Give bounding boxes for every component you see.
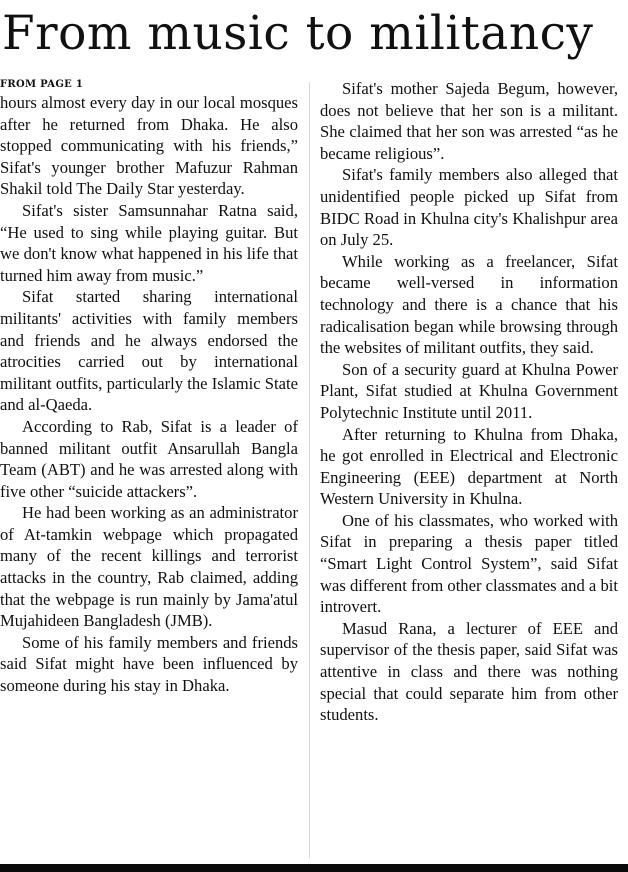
paragraph: Sifat started sharing international militants' activities with family members and friends and he always endorsed the atrocities carried out by international militant outfits, particularly the Islamic State and al-Qaeda. (0, 287, 298, 415)
column-divider (309, 82, 310, 858)
paragraph: Son of a security guard at Khulna Power Plant, Sifat studied at Khulna Government Polytechnic Institute until 2011. (320, 359, 618, 422)
paragraph: Masud Rana, a lecturer of EEE and supervisor of the thesis paper, said Sifat was attentive in class and there was nothing special that could separate him from other students. (320, 618, 618, 725)
paragraph: hours almost every day in our local mosques after he returned from Dhaka. He also stopped communicating with his friends,” Sifat's younger brother Mafuzur Rahman Shakil told The Daily Star yesterday. (0, 93, 298, 199)
paragraph: After returning to Khulna from Dhaka, he got enrolled in Electrical and Electronic Engineering (EEE) department at North Western University in Khulna. (320, 424, 618, 509)
paragraph: Sifat's sister Samsunnahar Ratna said, “He used to sing while playing guitar. But we don't know what happened in his life that turned him away from music.” (0, 200, 298, 285)
paragraph: According to Rab, Sifat is a leader of banned militant outfit Ansarullah Bangla Team (ABT) and he was arrested along with five other “suicide attackers”. (0, 416, 298, 501)
paragraph: Sifat's family members also alleged that unidentified people picked up Sifat from BIDC Road in Khulna city's Khalishpur area on July 25. (320, 165, 618, 250)
continuation-kicker: FROM PAGE 1 (0, 79, 84, 90)
paragraph: One of his classmates, who worked with Sifat in preparing a thesis paper titled “Smart Light Control System”, said Sifat was different from other classmates and a bit introvert. (320, 510, 618, 617)
paragraph: Sifat's mother Sajeda Begum, however, does not believe that her son is a militant. She claimed that her son was arrested “as he became religious”. (320, 79, 618, 163)
article-column-right (320, 78, 618, 868)
paragraph: While working as a freelancer, Sifat became well-versed in information technology and there is a chance that his radicalisation began while browsing through the websites of militant outfits, they said. (320, 251, 618, 358)
paragraph: Some of his family members and friends said Sifat might have been influenced by someone during his stay in Dhaka. (0, 632, 298, 696)
paragraph: He had been working as an administrator of At-tamkin webpage which propagated many of the recent killings and terrorist attacks in the country, Rab claimed, adding that the webpage is run mainly by Jama'atul Mujahideen Bangladesh (JMB). (0, 503, 298, 631)
article-column-left (0, 78, 298, 868)
headline: From music to militancy (2, 6, 594, 61)
bottom-border (0, 864, 628, 872)
